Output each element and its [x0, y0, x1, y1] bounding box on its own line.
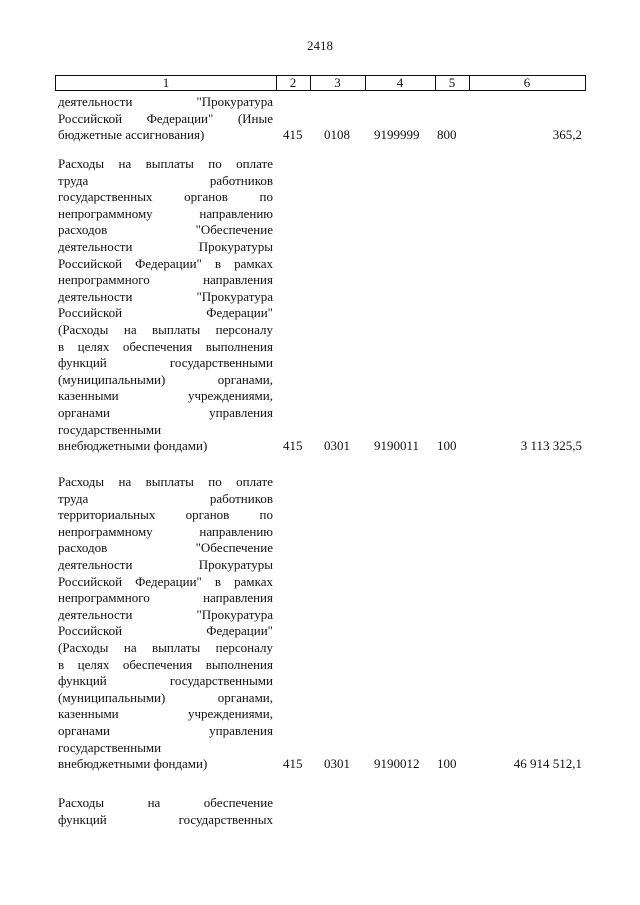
description-line: расходов "Обеспечение: [58, 222, 273, 238]
description-line: функций государственными: [58, 355, 273, 371]
column-header-6: 6: [523, 75, 531, 90]
description-line: органами управления: [58, 404, 273, 420]
description-line: непрограммного направления: [58, 590, 273, 606]
description-line: деятельности Прокуратуры: [58, 556, 273, 572]
description-line: деятельности "Прокуратура: [58, 94, 273, 109]
description-line: в целях обеспечения выполнения: [58, 656, 273, 672]
page-number: 2418: [307, 38, 333, 53]
description-line: расходов "Обеспечение: [58, 540, 273, 556]
description-line: непрограммному направлению: [58, 205, 273, 221]
row-description: [58, 156, 273, 455]
ministry-code: 415: [283, 756, 303, 771]
description-line: Российской Федерации" в рамках: [58, 573, 273, 589]
description-line: деятельности "Прокуратура: [58, 288, 273, 304]
ministry-code: 415: [283, 127, 303, 142]
column-header-2: 2: [276, 76, 311, 90]
description-line: государственных органов по: [58, 189, 273, 205]
section-code: 0301: [324, 438, 350, 453]
description-line: Расходы на выплаты по оплате: [58, 474, 273, 489]
expense-type-code: 100: [437, 756, 457, 771]
description-line: (муниципальными) органами,: [58, 689, 273, 705]
table-column-header: [55, 75, 586, 91]
amount-value: 3 113 325,5: [520, 438, 582, 453]
description-line: труда работников: [58, 172, 273, 188]
description-line: территориальных органов по: [58, 507, 273, 523]
description-line: внебюджетными фондами): [58, 438, 208, 454]
description-line: Российской Федерации": [58, 305, 273, 321]
description-line: (Расходы на выплаты персоналу: [58, 639, 273, 655]
amount-value: 365,2: [552, 127, 582, 142]
amount-value: 46 914 512,1: [513, 756, 582, 771]
section-code: 0301: [324, 756, 350, 771]
description-line: труда работников: [58, 490, 273, 506]
target-article-code: 9190011: [374, 438, 420, 453]
column-header-5: 5: [435, 76, 470, 90]
description-line: Российской Федерации": [58, 623, 273, 639]
description-line: деятельности "Прокуратура: [58, 606, 273, 622]
description-line: Российской Федерации" в рамках: [58, 255, 273, 271]
description-line: Расходы на выплаты по оплате: [58, 156, 273, 171]
description-line: непрограммному направлению: [58, 523, 273, 539]
expense-type-code: 800: [437, 127, 457, 142]
description-line: (муниципальными) органами,: [58, 371, 273, 387]
row-description: [58, 474, 273, 773]
description-line: в целях обеспечения выполнения: [58, 338, 273, 354]
column-header-1: 1: [56, 76, 277, 90]
description-line: казенными учреждениями,: [58, 706, 273, 722]
description-line: бюджетные ассигнования): [58, 127, 205, 143]
ministry-code: 415: [283, 438, 303, 453]
target-article-code: 9199999: [374, 127, 420, 142]
column-header-4: 4: [365, 76, 436, 90]
description-line: Российской Федерации" (Иные: [58, 110, 273, 126]
description-line: Расходы на обеспечение: [58, 795, 273, 810]
description-line: непрограммного направления: [58, 272, 273, 288]
section-code: 0108: [324, 127, 350, 142]
row-description: [58, 795, 273, 828]
expense-type-code: 100: [437, 438, 457, 453]
description-line: (Расходы на выплаты персоналу: [58, 321, 273, 337]
description-line: функций государственных: [58, 811, 273, 827]
description-line: казенными учреждениями,: [58, 388, 273, 404]
column-header-3: 3: [310, 76, 366, 90]
description-line: государственными: [58, 421, 162, 437]
description-line: внебюджетными фондами): [58, 756, 208, 772]
description-line: функций государственными: [58, 673, 273, 689]
row-description: [58, 94, 273, 144]
description-line: государственными: [58, 739, 162, 755]
target-article-code: 9190012: [374, 756, 420, 771]
description-line: деятельности Прокуратуры: [58, 238, 273, 254]
description-line: органами управления: [58, 722, 273, 738]
